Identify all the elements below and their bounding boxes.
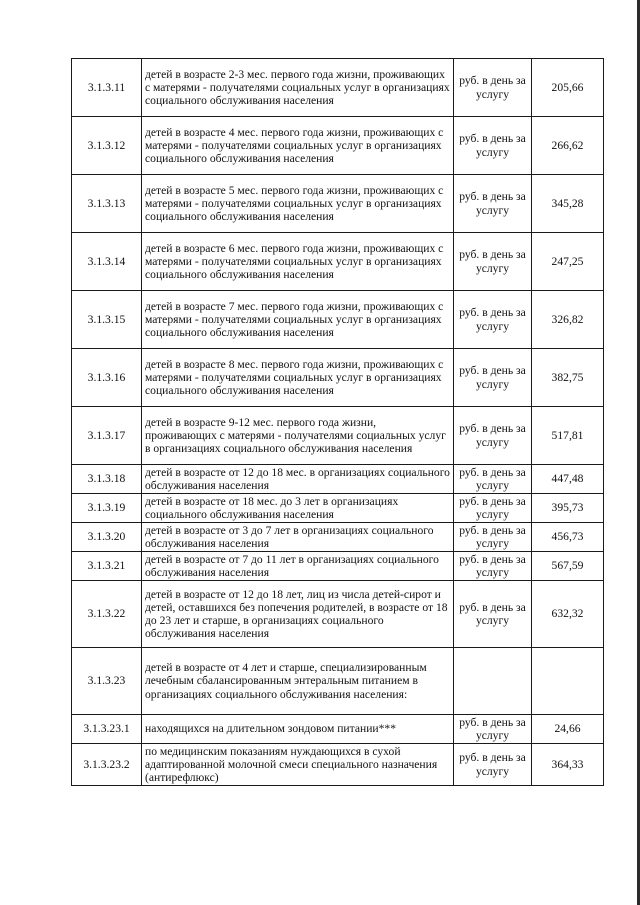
row-description: детей в возрасте от 12 до 18 мес. в организациях социального обслуживания населения: [142, 465, 454, 494]
row-unit: руб. в день за услугу: [454, 59, 532, 117]
row-value: 382,75: [532, 349, 604, 407]
row-value: 247,25: [532, 233, 604, 291]
row-unit: руб. в день за услугу: [454, 552, 532, 581]
row-description: детей в возрасте от 3 до 7 лет в организациях социального обслуживания населения: [142, 523, 454, 552]
row-description: детей в возрасте 4 мес. первого года жизни, проживающих с матерями - получателями социальных услуг в организациях социального обслуживания населения: [142, 117, 454, 175]
table-row: [72, 233, 604, 291]
row-value: 517,81: [532, 407, 604, 465]
row-value: 447,48: [532, 465, 604, 494]
row-description: детей в возрасте от 7 до 11 лет в организациях социального обслуживания населения: [142, 552, 454, 581]
table-row: [72, 349, 604, 407]
table-row: [72, 465, 604, 494]
row-unit: [454, 648, 532, 715]
table-row: [72, 494, 604, 523]
table-row: [72, 523, 604, 552]
row-description: детей в возрасте 6 мес. первого года жизни, проживающих с матерями - получателями социальных услуг в организациях социального обслуживания населения: [142, 233, 454, 291]
row-value: 326,82: [532, 291, 604, 349]
row-code: 3.1.3.13: [72, 175, 142, 233]
row-code: 3.1.3.23.2: [72, 744, 142, 786]
row-description: детей в возрасте 9-12 мес. первого года жизни, проживающих с матерями - получателями социальных услуг в организациях социального обслуживания населения: [142, 407, 454, 465]
row-value: 456,73: [532, 523, 604, 552]
row-code: 3.1.3.14: [72, 233, 142, 291]
row-description: детей в возрасте 8 мес. первого года жизни, проживающих с матерями - получателями социальных услуг в организациях социального обслуживания населения: [142, 349, 454, 407]
row-unit: руб. в день за услугу: [454, 175, 532, 233]
row-code: 3.1.3.21: [72, 552, 142, 581]
row-value: 395,73: [532, 494, 604, 523]
row-unit: руб. в день за услугу: [454, 233, 532, 291]
row-value: 266,62: [532, 117, 604, 175]
row-description: находящихся на длительном зондовом питании***: [142, 715, 454, 744]
row-unit: руб. в день за услугу: [454, 465, 532, 494]
row-value: 345,28: [532, 175, 604, 233]
row-unit: руб. в день за услугу: [454, 117, 532, 175]
row-unit: руб. в день за услугу: [454, 715, 532, 744]
row-description: детей в возрасте от 12 до 18 лет, лиц из числа детей-сирот и детей, оставшихся без попечения родителей, в возрасте от 18 до 23 лет и старше, в организациях социального обслуживания населения: [142, 581, 454, 648]
row-value: [532, 648, 604, 715]
table-row: [72, 648, 604, 715]
row-unit: руб. в день за услугу: [454, 291, 532, 349]
row-value: 24,66: [532, 715, 604, 744]
row-value: 632,32: [532, 581, 604, 648]
row-code: 3.1.3.20: [72, 523, 142, 552]
row-code: 3.1.3.12: [72, 117, 142, 175]
row-code: 3.1.3.18: [72, 465, 142, 494]
table-row: [72, 117, 604, 175]
row-description: детей в возрасте от 4 лет и старше, специализированным лечебным сбалансированным энтеральным питанием в организациях социального обслуживания населения:: [142, 648, 454, 715]
table-row: [72, 407, 604, 465]
table-row: [72, 715, 604, 744]
row-description: по медицинским показаниям нуждающихся в сухой адаптированной молочной смеси специального назначения (антирефлюкс): [142, 744, 454, 786]
row-code: 3.1.3.11: [72, 59, 142, 117]
row-value: 567,59: [532, 552, 604, 581]
row-unit: руб. в день за услугу: [454, 349, 532, 407]
row-code: 3.1.3.23: [72, 648, 142, 715]
table-row: [72, 744, 604, 786]
row-code: 3.1.3.22: [72, 581, 142, 648]
table-row: [72, 59, 604, 117]
row-code: 3.1.3.17: [72, 407, 142, 465]
row-code: 3.1.3.19: [72, 494, 142, 523]
table-row: [72, 552, 604, 581]
row-code: 3.1.3.16: [72, 349, 142, 407]
table-row: [72, 581, 604, 648]
row-unit: руб. в день за услугу: [454, 494, 532, 523]
table-row: [72, 175, 604, 233]
row-unit: руб. в день за услугу: [454, 744, 532, 786]
row-unit: руб. в день за услугу: [454, 407, 532, 465]
row-description: детей в возрасте от 18 мес. до 3 лет в организациях социального обслуживания населения: [142, 494, 454, 523]
table-row: [72, 291, 604, 349]
row-code: 3.1.3.23.1: [72, 715, 142, 744]
row-description: детей в возрасте 5 мес. первого года жизни, проживающих с матерями - получателями социальных услуг в организациях социального обслуживания населения: [142, 175, 454, 233]
row-description: детей в возрасте 2-3 мес. первого года жизни, проживающих с матерями - получателями социальных услуг в организациях социального обслуживания населения: [142, 59, 454, 117]
row-value: 205,66: [532, 59, 604, 117]
row-unit: руб. в день за услугу: [454, 581, 532, 648]
row-description: детей в возрасте 7 мес. первого года жизни, проживающих с матерями - получателями социальных услуг в организациях социального обслуживания населения: [142, 291, 454, 349]
row-value: 364,33: [532, 744, 604, 786]
row-unit: руб. в день за услугу: [454, 523, 532, 552]
row-code: 3.1.3.15: [72, 291, 142, 349]
tariff-table: [71, 58, 604, 786]
